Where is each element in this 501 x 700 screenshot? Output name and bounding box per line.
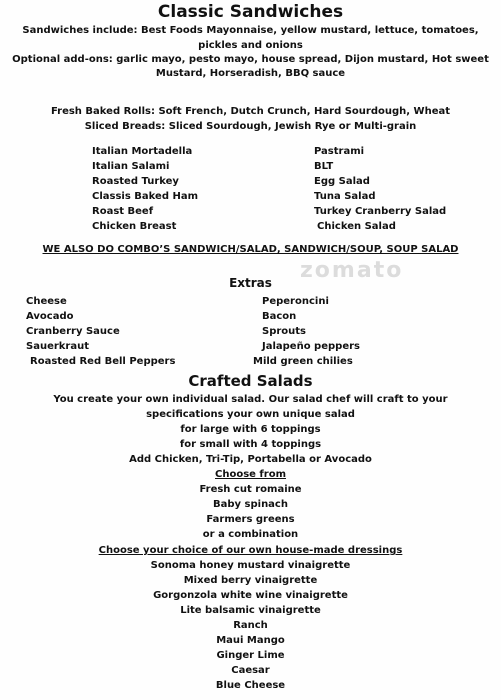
- watermark: zomato: [300, 258, 404, 283]
- rolls-line: Fresh Baked Rolls: Soft French, Dutch Crunch, Hard Sourdough, Wheat: [50, 106, 451, 117]
- list-item: Lite balsamic vinaigrette: [180, 605, 321, 616]
- sandwiches-title: Classic Sandwiches: [157, 2, 344, 22]
- list-item: Mixed berry vinaigrette: [183, 575, 318, 586]
- list-item: Turkey Cranberry Salad: [314, 206, 447, 217]
- list-item: Ranch: [233, 620, 268, 631]
- list-item: BLT: [314, 161, 334, 172]
- list-item: Gorgonzola white wine vinaigrette: [153, 590, 348, 601]
- sandwich-list-left: [92, 144, 198, 234]
- list-item: Fresh cut romaine: [199, 484, 302, 495]
- list-item: Caesar: [231, 665, 270, 676]
- list-item: Cranberry Sauce: [26, 326, 120, 337]
- list-item: Italian Salami: [92, 161, 170, 172]
- list-item: Italian Mortadella: [92, 146, 193, 157]
- list-item: Farmers greens: [206, 514, 295, 525]
- dressings-list: [0, 558, 501, 693]
- extras-list-left: [26, 294, 175, 369]
- list-item: Sauerkraut: [26, 341, 90, 352]
- breads-line: Sliced Breads: Sliced Sourdough, Jewish Rye or Multi-grain: [84, 121, 417, 132]
- list-item: Blue Cheese: [215, 680, 286, 691]
- list-item: Jalapeño peppers: [262, 341, 360, 352]
- list-item: Chicken Salad: [317, 221, 396, 232]
- list-item: Tuna Salad: [314, 191, 376, 202]
- list-item: Cheese: [26, 296, 67, 307]
- salads-title: Crafted Salads: [188, 372, 313, 390]
- list-item: Pastrami: [314, 146, 365, 157]
- choose-from-heading: Choose from: [215, 469, 286, 480]
- list-item: Avocado: [26, 311, 74, 322]
- addons-line-2: Mustard, Horseradish, BBQ sauce: [155, 68, 346, 79]
- list-item: Sonoma honey mustard vinaigrette: [150, 560, 351, 571]
- salads-small: for small with 4 toppings: [179, 439, 322, 450]
- salads-intro-1: You create your own individual salad. Our salad chef will craft to your: [53, 394, 448, 405]
- list-item: Roasted Turkey: [92, 176, 179, 187]
- dressings-heading: Choose your choice of our own house-made dressings: [98, 545, 403, 556]
- list-item: Sprouts: [262, 326, 307, 337]
- list-item: Peperoncini: [262, 296, 329, 307]
- list-item: Baby spinach: [213, 499, 288, 510]
- list-item: Bacon: [262, 311, 297, 322]
- list-item: Mild green chilies: [253, 356, 353, 367]
- list-item: Maui Mango: [216, 635, 285, 646]
- list-item: Ginger Lime: [216, 650, 285, 661]
- list-item: Egg Salad: [314, 176, 370, 187]
- combo-line: WE ALSO DO COMBO’S SANDWICH/SALAD, SANDWICH/SOUP, SOUP SALAD: [42, 244, 459, 255]
- includes-line-1: Sandwiches include: Best Foods Mayonnaise, yellow mustard, lettuce, tomatoes,: [22, 25, 479, 36]
- salads-intro-2: specifications your own unique salad: [146, 409, 355, 420]
- list-item: Roasted Red Bell Peppers: [30, 356, 176, 367]
- list-item: Roast Beef: [92, 206, 154, 217]
- list-item: or a combination: [202, 529, 299, 540]
- addons-line-1: Optional add-ons: garlic mayo, pesto mayo, house spread, Dijon mustard, Hot sweet: [12, 54, 489, 65]
- list-item: Chicken Breast: [92, 221, 177, 232]
- includes-line-2: pickles and onions: [198, 40, 303, 51]
- list-item: Classis Baked Ham: [92, 191, 198, 202]
- sandwich-list-right: [314, 144, 446, 234]
- salads-large: for large with 6 toppings: [180, 424, 321, 435]
- extras-title: Extras: [229, 276, 272, 290]
- salads-add: Add Chicken, Tri-Tip, Portabella or Avocado: [129, 454, 372, 465]
- greens-list: [0, 482, 501, 542]
- extras-list-right: [253, 294, 360, 369]
